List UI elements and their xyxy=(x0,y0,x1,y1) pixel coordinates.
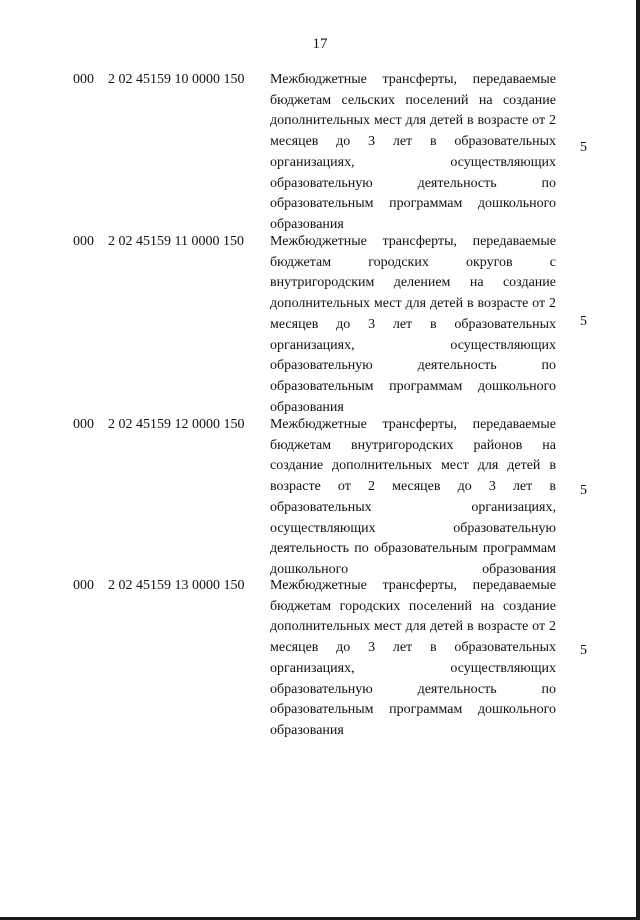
row-value: 5 xyxy=(580,314,587,329)
row-description: Межбюджетные трансферты, передаваемые бюджетам городских округов с внутригородским делением на создание дополнительных мест для детей в возрасте от 2 месяцев до 3 лет в образовательных организациях, осуществляющих образовательную деятельность по образовательным программам дошкольного образования xyxy=(270,234,556,415)
row-description: Межбюджетные трансферты, передаваемые бюджетам внутригородских районов на создание дополнительных мест для детей в возрасте от 2 месяцев до 3 лет в образовательных организациях, осуществляющих образовательную деятельность по образовательным программам дошкольного образования xyxy=(270,417,556,577)
scan-edge-right xyxy=(636,0,640,920)
admin-code: 000 xyxy=(73,578,94,593)
budget-classification-code: 2 02 45159 13 0000 150 xyxy=(108,578,245,593)
admin-code: 000 xyxy=(73,234,94,249)
row-description: Межбюджетные трансферты, передаваемые бюджетам сельских поселений на создание дополнительных мест для детей в возрасте от 2 месяцев до 3 лет в образовательных организациях, осуществляющих образовательную деятельность по образовательным программам дошкольного образования xyxy=(270,72,556,232)
budget-classification-code: 2 02 45159 10 0000 150 xyxy=(108,72,245,87)
budget-classification-code: 2 02 45159 11 0000 150 xyxy=(108,234,244,249)
admin-code: 000 xyxy=(73,72,94,87)
budget-classification-code: 2 02 45159 12 0000 150 xyxy=(108,417,245,432)
row-value: 5 xyxy=(580,140,587,155)
page-number: 17 xyxy=(312,36,328,52)
row-description: Межбюджетные трансферты, передаваемые бюджетам городских поселений на создание дополнительных мест для детей в возрасте от 2 месяцев до 3 лет в образовательных организациях, осуществляющих образовательную деятельность по образовательным программам дошкольного образования xyxy=(270,578,556,738)
admin-code: 000 xyxy=(73,417,94,432)
row-value: 5 xyxy=(580,483,587,498)
row-value: 5 xyxy=(580,643,587,658)
